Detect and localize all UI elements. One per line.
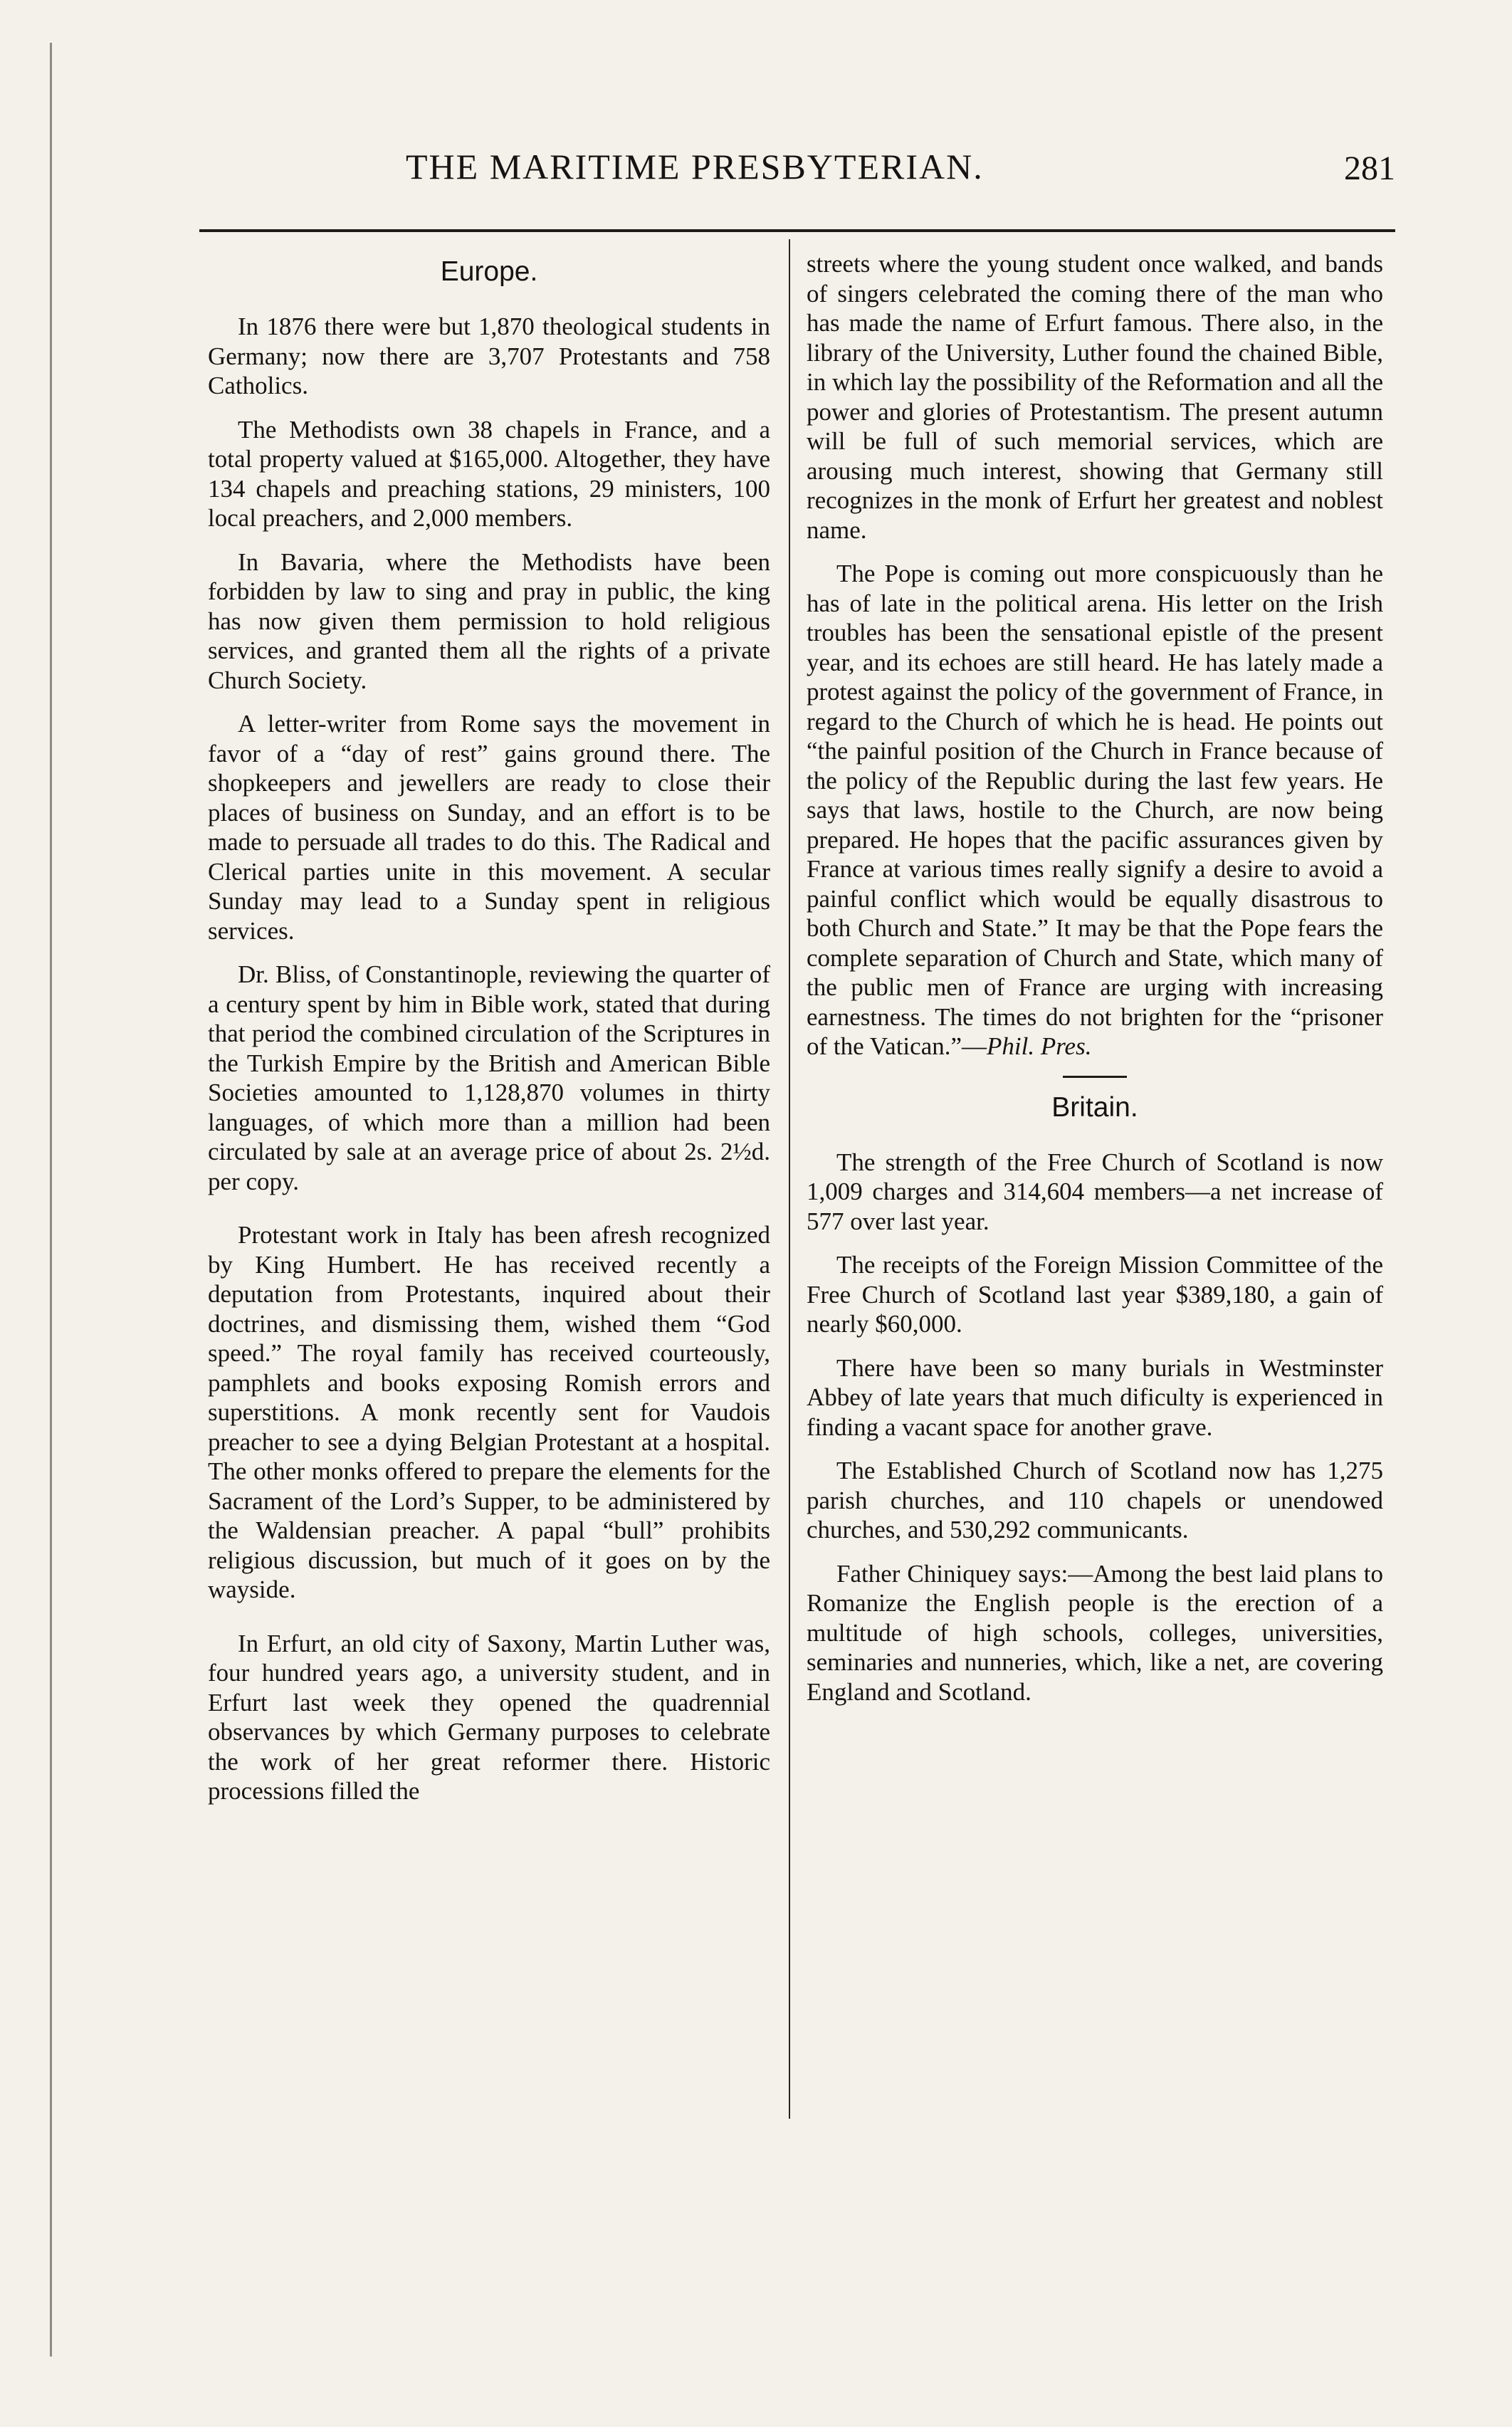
section-title-europe: Europe.: [440, 256, 538, 287]
right-column: [807, 249, 1383, 1721]
section-title-britain: Britain.: [1051, 1091, 1138, 1123]
paragraph: Protestant work in Italy has been afresh recognized by King Humbert. He has received recently a deputation from Protestants, inquired about their doctrines, and dismissing them, wished them “God speed.” The royal family has received courteously, pamphlets and books exposing Romish errors and superstitions. A monk recently sent for Vaudois preacher to see a dying Belgian Protestant at a hospital. The other monks offered to prepare the elements for the Sacrament of the Lord’s Supper, to be administered by the Waldensian preacher. A papal “bull” prohibits religious discussion, but much of it goes on by the wayside.: [208, 1221, 770, 1603]
paragraph: In Erfurt, an old city of Saxony, Martin Luther was, four hundred years ago, a university student, and in Erfurt last week they opened the quadrennial observances by which Germany purposes to celebrate the work of her great reformer there. Historic processions filled the: [208, 1629, 770, 1805]
paragraph: There have been so many burials in Westminster Abbey of late years that much dificulty is experienced in finding a vacant space for another grave.: [807, 1353, 1383, 1441]
paragraph: The Methodists own 38 chapels in France, and a total property valued at $165,000. Altogether, they have 134 chapels and preaching stations, 29 ministers, 100 local preachers, and 2,000 members.: [208, 415, 770, 532]
paragraph: The Established Church of Scotland now has 1,275 parish churches, and 110 chapels or unendowed churches, and 530,292 communicants.: [807, 1457, 1383, 1543]
section-separator: [1063, 1076, 1127, 1078]
source-attribution: Phil. Pres.: [987, 1032, 1092, 1060]
pope-paragraph-text: The Pope is coming out more conspicuously than he has of late in the political arena. His letter on the Irish troubles has been the sensational epistle of the present year, and its echoes are still heard. He has lately made a protest against the policy of the government of France, in regard to the Church of which he is head. He points out “the painful position of the Church in France because of the policy of the Republic during the last few years. He says that laws, hostile to the Church, are now being prepared. He hopes that the pacific assurances given by France at various times really signify a desire to avoid a painful conflict which would be equally disastrous to both Church and State.” It may be that the Pope fears the complete separation of Church and State, which many of the public men of France are urging with increasing earnestness. The times do not brighten for the “prisoner of the Vatican.”—: [807, 560, 1383, 1060]
paragraph: Father Chiniquey says:—Among the best laid plans to Romanize the English people is the erection of a multitude of high schools, colleges, universities, seminaries and nunneries, which, like a net, are covering England and Scotland.: [807, 1559, 1383, 1706]
paragraph: In Bavaria, where the Methodists have been forbidden by law to sing and pray in public, the king has now given them permission to hold religious services, and granted them all the rights of a private Church Society.: [208, 547, 770, 694]
paragraph: In 1876 there were but 1,870 theological students in Germany; now there are 3,707 Protestants and 758 Catholics.: [208, 313, 770, 399]
paragraph: The strength of the Free Church of Scotland is now 1,009 charges and 314,604 members—a net increase of 577 over last year.: [807, 1148, 1383, 1235]
header-rule: [199, 229, 1395, 232]
paragraph: Dr. Bliss, of Constantinople, reviewing the quarter of a century spent by him in Bible work, stated that during that period the combined circulation of the Scriptures in the Turkish Empire by the British and American Bible Societies amounted to 1,128,870 volumes in thirty languages, of which more than a million had been circulated by sale at an average price of about 2s. 2½d. per copy.: [208, 960, 770, 1195]
paragraph: A letter-writer from Rome says the movement in favor of a “day of rest” gains ground there. The shopkeepers and jewellers are ready to close their places of business on Sunday, and an effort is to be made to persuade all trades to do this. The Radical and Clerical parties unite in this movement. A secular Sunday may lead to a Sunday spent in religious services.: [208, 710, 770, 945]
page-number: 281: [1344, 150, 1395, 187]
page-header: [199, 146, 1395, 210]
binding-edge: [50, 43, 52, 2357]
continued-paragraph: streets where the young student once walked, and bands of singers celebrated the coming there of the man who has made the name of Erfurt famous. There also, in the library of the University, Luther found the chained Bible, in which lay the possibility of the Reformation and all the power and glories of Protestantism. The present autumn will be full of such memorial services, which are arousing much interest, showing that Germany still recognizes in the monk of Erfurt her greatest and noblest name.: [807, 250, 1383, 544]
running-title: THE MARITIME PRESBYTERIAN.: [406, 147, 984, 187]
paragraph: The receipts of the Foreign Mission Committee of the Free Church of Scotland last year $389,180, a gain of nearly $60,000.: [807, 1251, 1383, 1338]
paragraph: [807, 559, 1383, 1062]
column-divider: [789, 239, 790, 2119]
left-column: [208, 249, 770, 1820]
